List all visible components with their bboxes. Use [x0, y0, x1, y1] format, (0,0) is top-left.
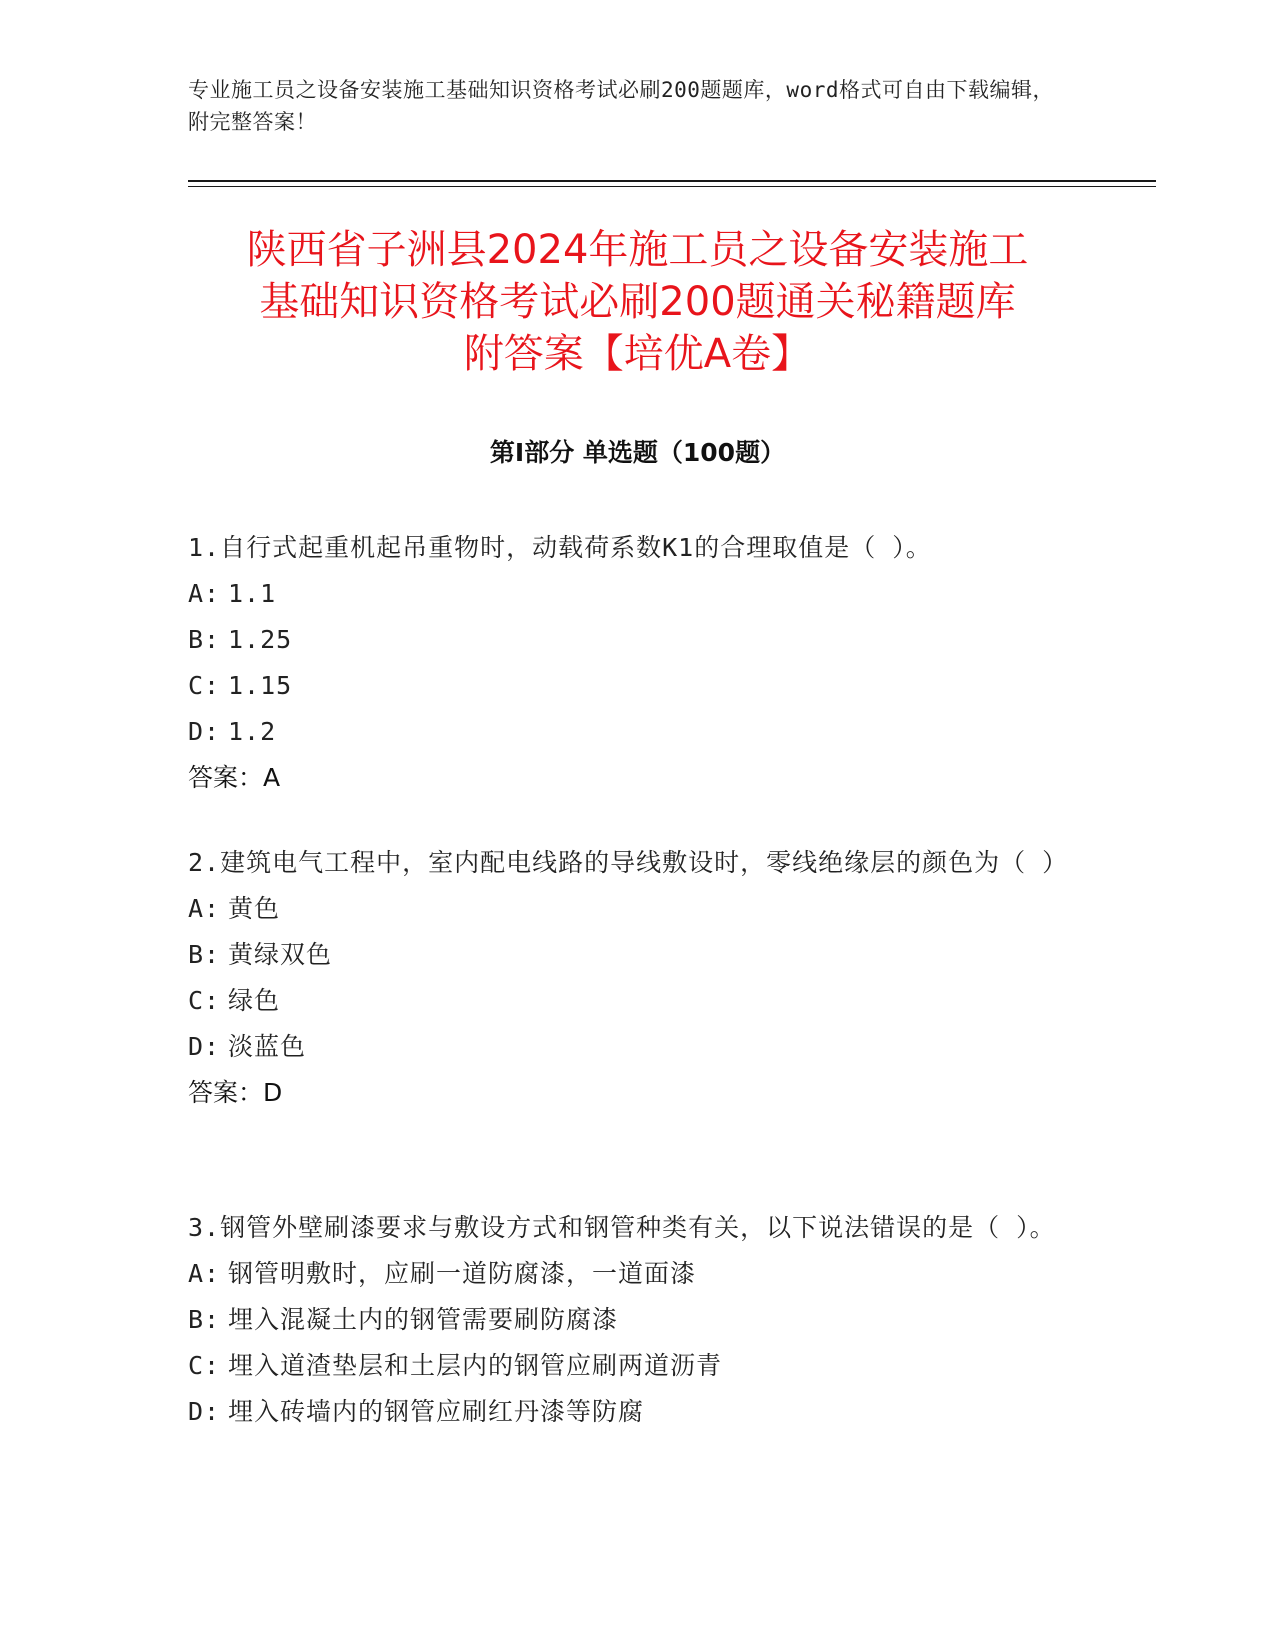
option-text: 钢管明敷时，应刷一道防腐漆，一道面漆: [228, 1259, 697, 1288]
title-line: 基础知识资格考试必刷200题通关秘籍题库: [259, 279, 1016, 325]
option-key: C:: [188, 671, 221, 700]
document-title: [150, 224, 1125, 380]
option-text: 1.1: [228, 579, 277, 608]
section-heading: 第Ⅰ部分 单选题（100题）: [489, 438, 786, 467]
option-b: [188, 1297, 1068, 1343]
option-key: C:: [188, 1351, 221, 1380]
option-key: A:: [188, 1259, 221, 1288]
option-text: 绿色: [228, 986, 281, 1015]
option-a: [188, 571, 1068, 617]
title-line: 陕西省子洲县2024年施工员之设备安装施工: [246, 227, 1029, 273]
option-text: 黄色: [228, 894, 281, 923]
question-3: [188, 1205, 1068, 1435]
option-a: [188, 886, 1068, 932]
option-text: 黄绿双色: [228, 940, 333, 969]
option-text: 埋入道渣垫层和土层内的钢管应刷两道沥青: [228, 1351, 723, 1380]
option-key: B:: [188, 625, 221, 654]
option-key: C:: [188, 986, 221, 1015]
answer-line: 答案：A: [188, 763, 281, 792]
header-note: 专业施工员之设备安装施工基础知识资格考试必刷200题题库，word格式可自由下载编辑，附完整答案！: [188, 78, 1054, 134]
header-divider-thick: [188, 180, 1156, 182]
title-line: 附答案【培优A卷】: [463, 331, 812, 377]
question-stem: 1.自行式起重机起吊重物时，动载荷系数K1的合理取值是（ ）。: [188, 533, 932, 562]
option-text: 1.2: [228, 717, 277, 746]
option-d: [188, 1024, 1068, 1070]
option-key: D:: [188, 1032, 221, 1061]
option-text: 1.25: [228, 625, 293, 654]
option-key: B:: [188, 1305, 221, 1334]
option-text: 埋入混凝土内的钢管需要刷防腐漆: [228, 1305, 619, 1334]
option-key: D:: [188, 717, 221, 746]
option-b: [188, 617, 1068, 663]
option-c: [188, 1343, 1068, 1389]
option-text: 淡蓝色: [228, 1032, 307, 1061]
option-key: B:: [188, 940, 221, 969]
question-stem: 3.钢管外壁刷漆要求与敷设方式和钢管种类有关，以下说法错误的是（ ）。: [188, 1213, 1056, 1242]
option-c: [188, 663, 1068, 709]
option-key: A:: [188, 579, 221, 608]
option-d: [188, 1389, 1068, 1435]
option-d: [188, 709, 1068, 755]
answer-line: 答案：D: [188, 1078, 283, 1107]
question-stem: 2.建筑电气工程中，室内配电线路的导线敷设时，零线绝缘层的颜色为（ ）: [188, 848, 1069, 877]
option-key: A:: [188, 894, 221, 923]
option-a: [188, 1251, 1068, 1297]
option-text: 埋入砖墙内的钢管应刷红丹漆等防腐: [228, 1397, 645, 1426]
option-b: [188, 932, 1068, 978]
option-c: [188, 978, 1068, 1024]
option-key: D:: [188, 1397, 221, 1426]
question-1: [188, 525, 1068, 801]
header-divider-thin: [188, 186, 1156, 187]
question-2: [188, 840, 1068, 1116]
option-text: 1.15: [228, 671, 293, 700]
